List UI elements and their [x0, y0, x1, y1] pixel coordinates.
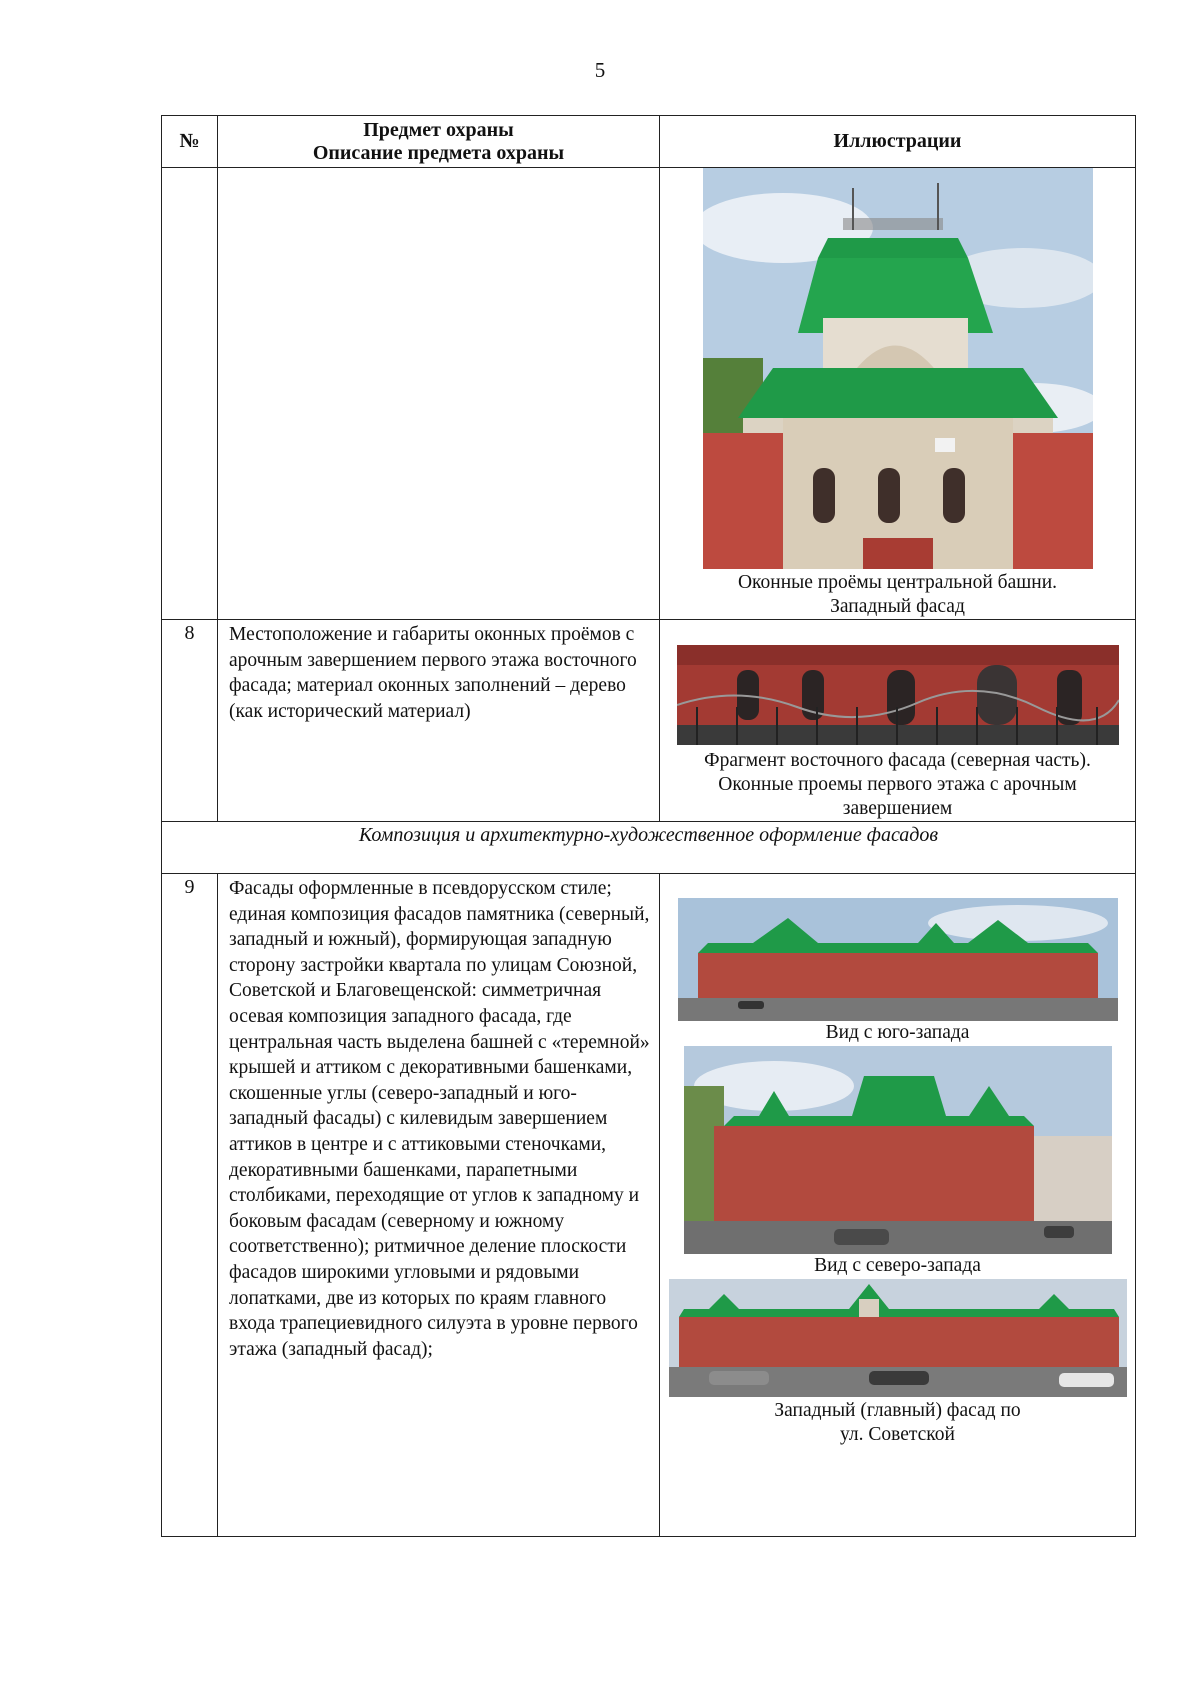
east-facade-photo [677, 645, 1119, 745]
table-row [162, 168, 1136, 620]
header-illustrations: Иллюстрации [660, 116, 1136, 168]
table-header-row [162, 116, 1136, 168]
tower-caption-line2: Западный фасад [830, 596, 965, 617]
southwest-caption: Вид с юго-запада [825, 1022, 970, 1043]
northwest-caption: Вид с северо-запада [814, 1255, 981, 1276]
tower-caption-line1: Оконные проёмы центральной башни. [737, 572, 1058, 593]
west-caption-line2: ул. Советской [840, 1424, 955, 1445]
table-row [162, 874, 1136, 1537]
header-subject-title: Предмет охраны [363, 118, 514, 141]
illustration-cell [660, 874, 1136, 1537]
number-cell [162, 168, 218, 620]
description-cell [218, 168, 660, 620]
header-subject [218, 116, 660, 168]
page-number: 5 [594, 58, 606, 82]
illustration-cell [660, 168, 1136, 620]
east-caption-line3: завершением [842, 798, 953, 819]
tower-photo [703, 168, 1093, 569]
header-subject-description: Описание предмета охраны [312, 141, 565, 164]
east-caption-line1: Фрагмент восточного фасада (северная часть). [704, 750, 1091, 771]
header-number: № [162, 116, 218, 168]
southwest-view-photo [678, 898, 1118, 1021]
row-description: Фасады оформленные в псевдорусском стиле; единая композиция фасадов памятника (северный, западный и южный), формирующая западную сторону застройки квартала по улицам Союзной, Советской и Благовещенской: симметричная осевая композиция западного фасада, где центральная часть выделена башней с «теремной» крышей и аттиком с декоративными башенками, скошенные углы (северо-западный и юго-западный фасады) с килевидым завершением аттиков в центре и с аттиковыми стеночками, декоративными башенками, парапетными столбиками, переходящие от углов к западному и боковым фасадам (северному и южному соответственно); ритмичное деление плоскости фасадов широкими угловыми и рядовыми лопатками, две из которых по краям главного входа трапециевидного силуэта в уровне первого этажа (западный фасад); [218, 874, 660, 1537]
protection-table [161, 115, 1136, 1537]
table-row [162, 620, 1136, 822]
row-description: Местоположение и габариты оконных проёмов с арочным завершением первого этажа восточного фасада; материал оконных заполнений – дерево (как исторический материал) [218, 620, 660, 822]
west-caption-line1: Западный (главный) фасад по [774, 1400, 1021, 1421]
section-title-row [162, 822, 1136, 874]
row-number: 9 [162, 874, 218, 1537]
west-facade-photo [669, 1279, 1127, 1397]
row-number: 8 [162, 620, 218, 822]
illustration-cell [660, 620, 1136, 822]
northwest-view-photo [684, 1046, 1112, 1254]
east-caption-line2: Оконные проемы первого этажа с арочным [718, 774, 1077, 795]
section-title: Композиция и архитектурно-художественное оформление фасадов [162, 822, 1136, 874]
